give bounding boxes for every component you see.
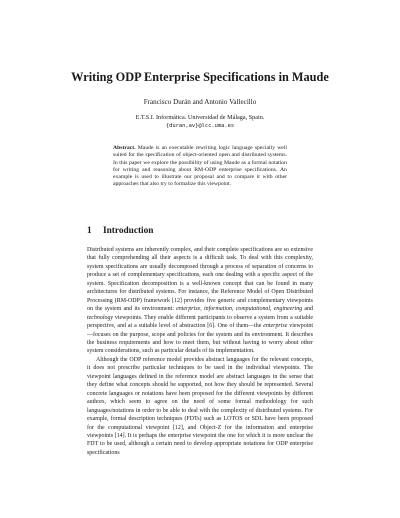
paragraph-1	[87, 246, 313, 356]
viewpoints-emphasis: enterprise, information, computational, engineering	[176, 306, 303, 313]
paper-authors: Francisco Durán and Antonio Vallecillo	[143, 98, 257, 106]
paper-title: Writing ODP Enterprise Specifications in Maude	[71, 70, 329, 84]
section-body	[87, 246, 313, 457]
abstract	[113, 145, 287, 189]
paragraph-2: Although the ODP reference model provides abstract languages for the relevant concepts, it does not prescribe particular techniques to be used in the individual viewpoints. The viewpoint languages defined in the reference model are abstract languages in the sense that they define what concepts should be supported, not how they should be represented. Several concrete languages or notations have been proposed for the different viewpoints by different authors, which seem to agree on the need of some formal methodology for such languages/notations in order to be able to deal with the complexity of distributed systems. For example, formal description techniques (FDTs) such as LOTOS or SDL have been proposed for the computational viewpoint [12], and Object-Z for the information and enterprise viewpoints [14]. It is perhaps the enterprise viewpoint the one for which it is more unclear the FDT to be used, although a certain need to develop appropriate notations for ODP enterprise specifications	[87, 356, 313, 456]
technology-emphasis: technology	[87, 314, 114, 321]
author-affiliation: E.T.S.I. Informática. Universidad de Málaga, Spain.	[135, 114, 265, 121]
paragraph-1-text-a: Distributed systems are inherently complex, and their complete specifications are so extensive that fully comprehending all their aspects is a difficult task. To deal with this complexity, system specifications are usually decomposed through a process of separation of concerns to produce a set of complementary specifications, each one dealing with a specific aspect of the system. Specification decomposition is a well-known concept that can be found in many architectures for distributed systems. For instance, the Reference Model of Open Distributed Processing (RM-ODP) framework [12] provides five generic and complementary viewpoints on the system and its environment:	[87, 247, 313, 313]
section-title: Introduction	[103, 226, 154, 236]
section-heading	[87, 226, 313, 237]
enterprise-emphasis: enterprise	[263, 323, 288, 330]
abstract-label: Abstract.	[113, 145, 136, 151]
author-email: {duran,av}@lcc.uma.es	[165, 123, 235, 129]
paragraph-1-text-c: viewpoint—focuses on the purpose, scope and policies for the system and its environment. It describes the business requirements and how to meet them, but without having to worry about other system considerations, such as particular details of its implementation.	[87, 323, 314, 355]
paragraph-1-text-b: viewpoints. They enable different participants to observe a system from a suitable perspective, and at a suitable level of abstraction [6]. One of them—the	[87, 314, 313, 330]
paragraph-1-and: and	[302, 306, 313, 313]
abstract-text: Maude is an executable rewriting logic language specially well suited for the specification of object-oriented open and distributed systems. In this paper we explore the possibility of using Maude as a formal notation for writing and reasoning about RM-ODP enterprise specifications. An example is used to illustrate our proposal and to compare it with other approaches that also try to formalize this viewpoint.	[113, 145, 287, 188]
section-number: 1	[87, 226, 92, 236]
